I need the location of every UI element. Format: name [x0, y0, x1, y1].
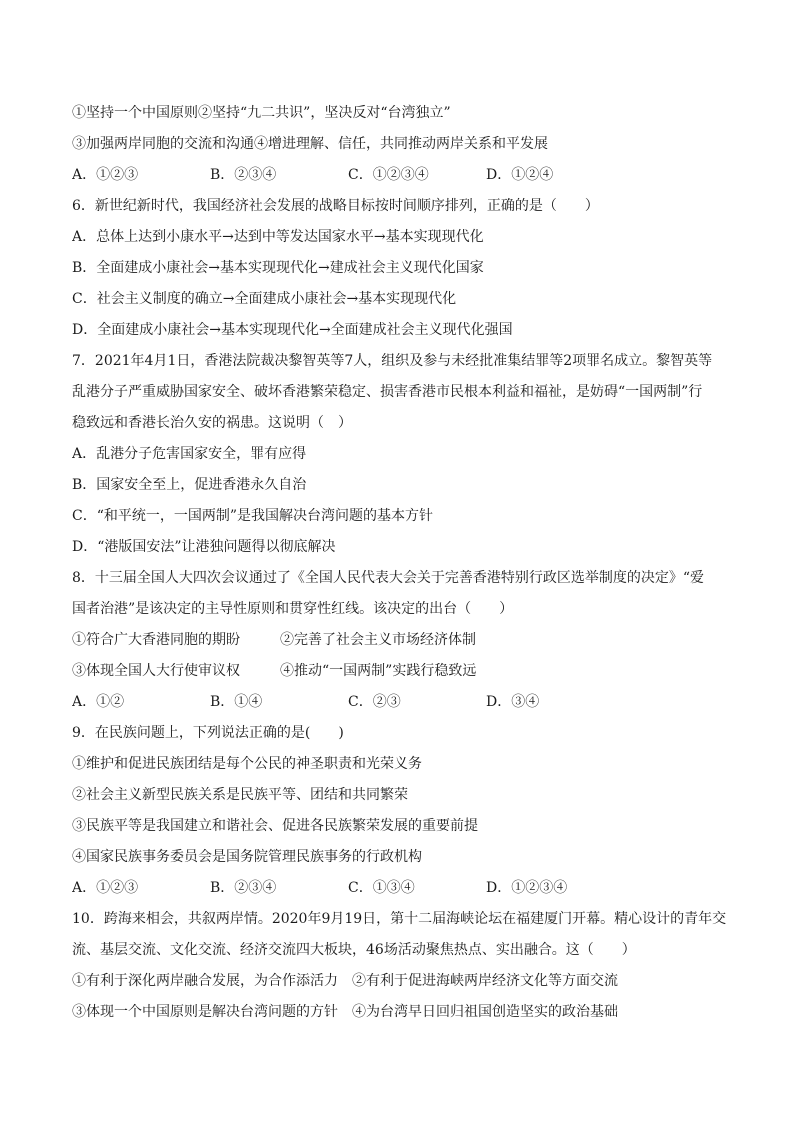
q9-option-c: C．①③④	[348, 880, 415, 896]
q5-option-d: D．①②④	[486, 167, 554, 183]
q8-stem-line-2: 国者治港”是该决定的主导性原则和贯穿性红线。该决定的出台（ ）	[72, 601, 514, 617]
q5-statement-1: ①坚持一个中国原则②坚持“九二共识”，坚决反对“台湾独立”	[72, 105, 451, 121]
q8-stem-line-1: 8．十三届全国人大四次会议通过了《全国人民代表大会关于完善香港特别行政区选举制度的决定》“爱	[72, 570, 705, 586]
q8-option-b: B．①④	[210, 694, 263, 710]
q10-stem-line-1: 10．跨海来相会，共叙两岸情。2020年9月19日，第十二届海峡论坛在福建厦门开幕。精心设计的青年交	[72, 911, 727, 927]
exam-page	[72, 98, 732, 1028]
q5-option-c: C．①②③④	[348, 167, 429, 183]
q7-stem-line-1: 7．2021年4月1日，香港法院裁决黎智英等7人，组织及参与未经批准集结罪等2项罪名成立。黎智英等	[72, 353, 713, 369]
q7-stem-line-3: 稳致远和香港长治久安的祸患。这说明（ ）	[72, 415, 352, 431]
q9-option-d: D．①②③④	[486, 880, 568, 896]
q10-stem-line-2: 流、基层交流、文化交流、经济交流四大板块，46场活动聚焦热点、实出融合。这（ ）	[72, 942, 636, 958]
q7-option-c: C．“和平统一，一国两制”是我国解决台湾问题的基本方针	[72, 508, 434, 524]
q5-option-a: A．①②③	[72, 167, 139, 183]
q9-statement-4: ④国家民族事务委员会是国务院管理民族事务的行政机构	[72, 849, 422, 865]
q10-statements-row-2: ③体现一个中国原则是解决台湾问题的方针 ④为台湾早日回归祖国创造坚实的政治基础	[72, 1004, 618, 1020]
q6-option-c: C．社会主义制度的确立→全面建成小康社会→基本实现现代化	[72, 291, 457, 307]
q9-option-b: B．②③④	[210, 880, 277, 896]
q6-option-b: B．全面建成小康社会→基本实现现代化→建成社会主义现代化国家	[72, 260, 484, 276]
q8-option-c: C．②③	[348, 694, 401, 710]
q5-options	[72, 160, 732, 191]
q9-option-a: A．①②③	[72, 880, 139, 896]
q9-statement-1: ①维护和促进民族团结是每个公民的神圣职责和光荣义务	[72, 756, 422, 772]
q9-statement-2: ②社会主义新型民族关系是民族平等、团结和共同繁荣	[72, 787, 408, 803]
q6-option-a: A．总体上达到小康水平→达到中等发达国家水平→基本实现现代化	[72, 229, 484, 245]
q8-statement-2: ②完善了社会主义市场经济体制	[280, 632, 476, 648]
q8-statements-row-2	[72, 656, 732, 687]
q8-statement-1: ①符合广大香港同胞的期盼	[72, 632, 240, 648]
q8-statement-4: ④推动“一国两制”实践行稳致远	[280, 663, 477, 679]
q8-options	[72, 687, 732, 718]
q6-option-d: D．全面建成小康社会→基本实现现代化→全面建成社会主义现代化强国	[72, 322, 513, 338]
q5-statement-2: ③加强两岸同胞的交流和沟通④增进理解、信任，共同推动两岸关系和平发展	[72, 136, 548, 152]
q8-statement-3: ③体现全国人大行使审议权	[72, 663, 240, 679]
q8-option-a: A．①②	[72, 694, 125, 710]
q9-statement-3: ③民族平等是我国建立和谐社会、促进各民族繁荣发展的重要前提	[72, 818, 478, 834]
q7-option-d: D．“港版国安法”让港独问题得以彻底解决	[72, 539, 336, 555]
q8-option-d: D．③④	[486, 694, 540, 710]
q7-option-b: B．国家安全至上，促进香港永久自治	[72, 477, 307, 493]
q10-statements-row-1: ①有利于深化两岸融合发展，为合作添活力 ②有利于促进海峡两岸经济文化等方面交流	[72, 973, 618, 989]
q7-stem-line-2: 乱港分子严重威胁国家安全、破坏香港繁荣稳定、损害香港市民根本利益和福祉，是妨碍“一国两制”行	[72, 384, 703, 400]
q8-statements-row-1	[72, 625, 732, 656]
q9-options	[72, 873, 732, 904]
q5-option-b: B．②③④	[210, 167, 277, 183]
q6-stem: 6．新世纪新时代，我国经济社会发展的战略目标按时间顺序排列，正确的是（ ）	[72, 198, 599, 214]
q9-stem: 9．在民族问题上，下列说法正确的是( )	[72, 725, 344, 741]
q7-option-a: A．乱港分子危害国家安全，罪有应得	[72, 446, 307, 462]
